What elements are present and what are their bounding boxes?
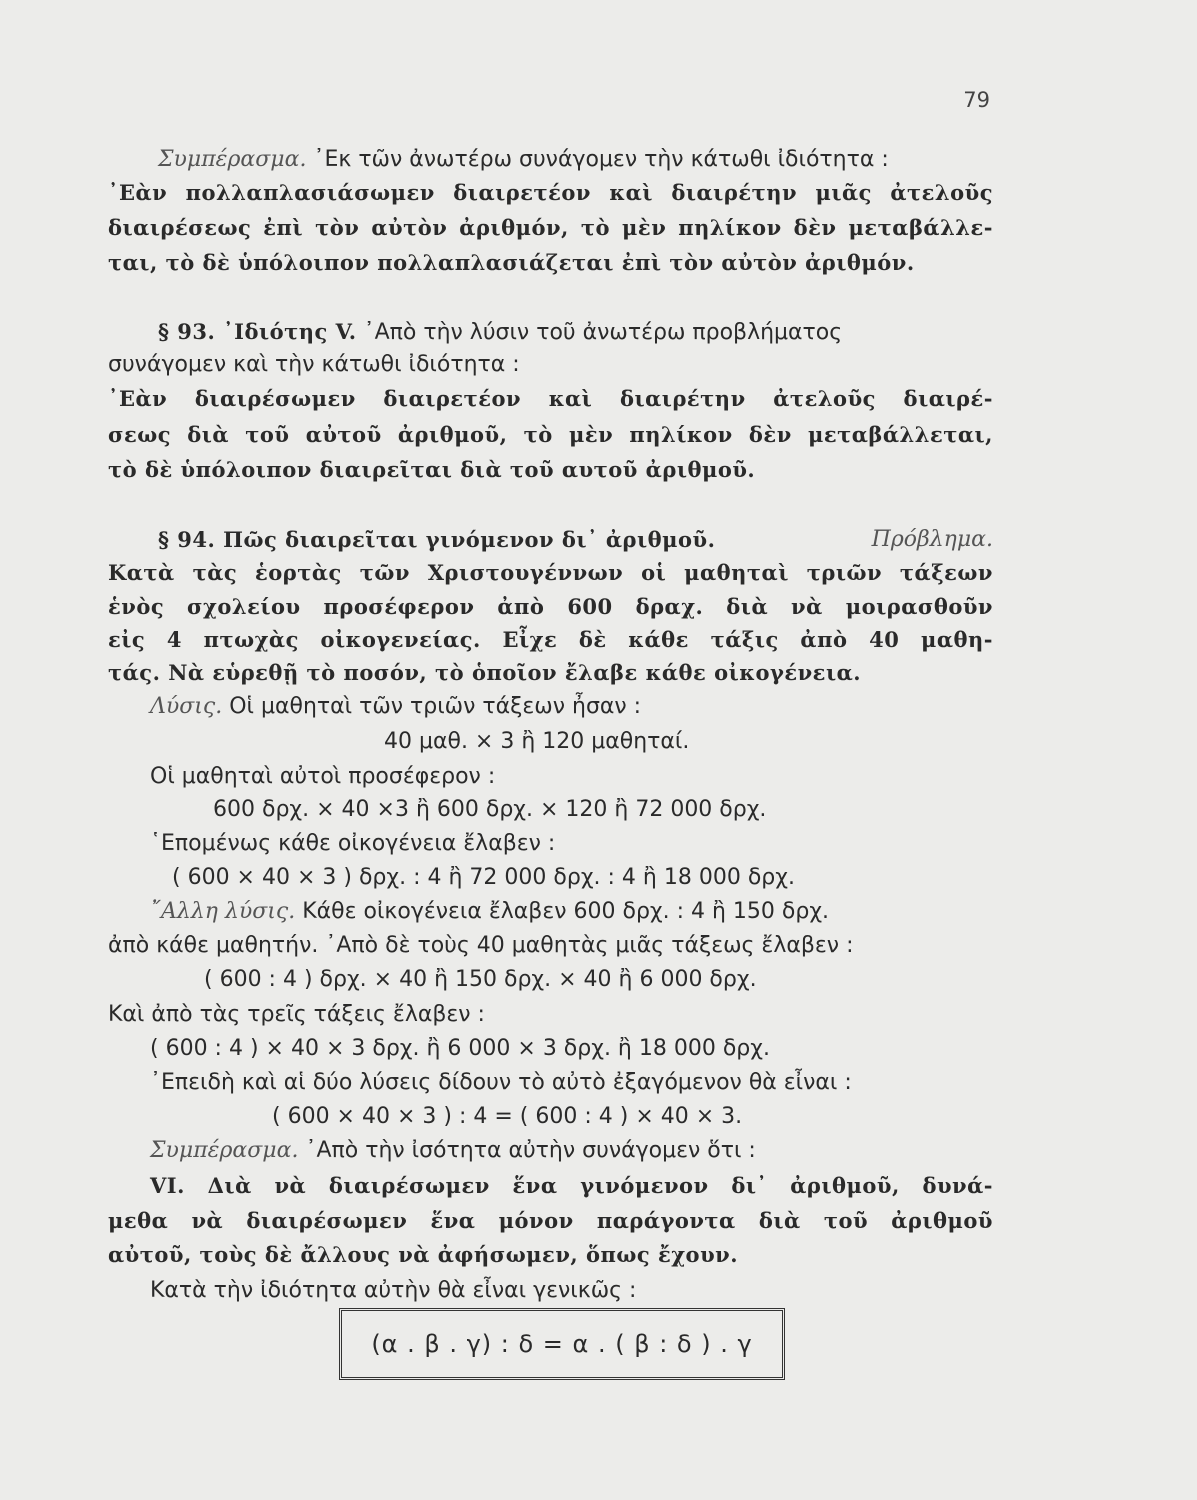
conclusion-line [158,145,889,175]
section-93-line [158,317,842,348]
paragraph-line: ῾Επομένως κάθε οἰκογένεια ἔλαβεν : [150,831,556,856]
paragraph-line: Οἱ μαθηταὶ αὐτοὶ προσέφερον : [150,764,496,789]
solution-label: Λύσις. [150,694,223,719]
conclusion-label: Συμπέρασμα. [150,1138,299,1163]
conclusion-text: ᾿Εκ τῶν ἀνωτέρω συνάγομεν τὴν κάτωθι ἰδιότητα : [313,147,889,172]
problem-label: Πρόβλημα. [871,527,993,552]
section-93-text: ᾿Απὸ τὴν λύσιν τοῦ ἀνωτέρω προβλήματος [363,320,843,345]
rule-text: διαιρέσεως ἐπὶ τὸν αὐτὸν ἀριθμόν, τὸ μὲν πηλίκον δὲν μεταβάλλε- [108,215,993,240]
rule-text: σεως διὰ τοῦ αὐτοῦ ἀριθμοῦ, τὸ μὲν πηλίκον δὲν μεταβάλλεται, [108,422,993,447]
equation-line: ( 600 × 40 × 3 ) : 4 = ( 600 : 4 ) × 40 × 3. [272,1104,743,1129]
conclusion-line [150,1136,756,1166]
rule-text: ᾿Εὰν διαιρέσωμεν διαιρετέον καὶ διαιρέτην ἀτελοῦς διαιρέ- [108,386,993,411]
conclusion-label: Συμπέρασμα. [158,147,307,172]
paragraph-line: συνάγομεν καὶ τὴν κάτωθι ἰδιότητα : [108,352,520,377]
paragraph-line: Κατὰ τὴν ἰδιότητα αὐτὴν θὰ εἶναι γενικῶς : [150,1278,637,1303]
other-solution-label: ῎Αλλη λύσις. [150,899,296,924]
conclusion-text: ᾿Απὸ τὴν ἰσότητα αὐτὴν συνάγομεν ὅτι : [305,1138,756,1163]
problem-text: Κατὰ τὰς ἑορτὰς τῶν Χριστουγέννων οἱ μαθηταὶ τριῶν τάξεων [108,560,993,585]
rule-text: ται, τὸ δὲ ὑπόλοιπον πολλαπλασιάζεται ἐπὶ τὸν αὐτὸν ἀριθμόν. [108,250,915,275]
equation-line: 40 μαθ. × 3 ἢ 120 μαθηταί. [384,729,690,754]
rule-text: ᾿Εὰν πολλαπλασιάσωμεν διαιρετέον καὶ διαιρέτην μιᾶς ἀτελοῦς [108,180,993,205]
formula-box [339,1308,785,1380]
equation-line: 600 δρχ. × 40 ×3 ἢ 600 δρχ. × 120 ἢ 72 000 δρχ. [213,797,767,822]
equation-line: ( 600 : 4 ) δρχ. × 40 ἢ 150 δρχ. × 40 ἢ 6 000 δρχ. [204,967,757,992]
other-solution-line [150,897,829,927]
formula: (α . β . γ) : δ = α . ( β : δ ) . γ [371,1330,753,1358]
rule-text: VI. Διὰ νὰ διαιρέσωμεν ἕνα γινόμενον δι᾿ ἀριθμοῦ, δυνά- [150,1173,993,1198]
equation-line: ( 600 : 4 ) × 40 × 3 δρχ. ἢ 6 000 × 3 δρχ. ἢ 18 000 δρχ. [150,1036,770,1061]
section-93-heading: § 93. ᾿Ιδιότης V. [158,319,357,344]
rule-text: αὐτοῦ, τοὺς δὲ ἄλλους νὰ ἀφήσωμεν, ὅπως ἔχουν. [108,1242,739,1267]
page-number: 79 [963,88,990,112]
rule-text: τὸ δὲ ὑπόλοιπον διαιρεῖται διὰ τοῦ αυτοῦ ἀριθμοῦ. [108,457,756,482]
rule-text: μεθα νὰ διαιρέσωμεν ἕνα μόνον παράγοντα διὰ τοῦ ἀριθμοῦ [108,1208,993,1233]
problem-text: τάς. Νὰ εὑρεθῇ τὸ ποσόν, τὸ ὁποῖον ἔλαβε κάθε οἰκογένεια. [108,660,862,685]
section-94-line [158,525,993,555]
paragraph-line: ἀπὸ κάθε μαθητήν. ᾿Απὸ δὲ τοὺς 40 μαθητὰς μιᾶς τάξεως ἔλαβεν : [108,933,854,958]
paragraph-line: ᾿Επειδὴ καὶ αἱ δύο λύσεις δίδουν τὸ αὐτὸ ἐξαγόμενον θὰ εἶναι : [150,1070,852,1095]
problem-text: εἰς 4 πτωχὰς οἰκογενείας. Εἶχε δὲ κάθε τάξις ἀπὸ 40 μαθη- [108,627,993,652]
other-solution-text: Κάθε οἰκογένεια ἔλαβεν 600 δρχ. : 4 ἢ 150 δρχ. [302,899,830,924]
paragraph-line: Καὶ ἀπὸ τὰς τρεῖς τάξεις ἔλαβεν : [108,1002,485,1027]
solution-text: Οἱ μαθηταὶ τῶν τριῶν τάξεων ἦσαν : [229,694,642,719]
problem-text: ἑνὸς σχολείου προσέφερον ἀπὸ 600 δραχ. διὰ νὰ μοιρασθοῦν [108,594,993,619]
equation-line: ( 600 × 40 × 3 ) δρχ. : 4 ἢ 72 000 δρχ. : 4 ἢ 18 000 δρχ. [172,865,795,890]
solution-line [150,692,641,722]
section-94-heading: § 94. Πῶς διαιρεῖται γινόμενον δι᾿ ἀριθμοῦ. [158,527,716,552]
